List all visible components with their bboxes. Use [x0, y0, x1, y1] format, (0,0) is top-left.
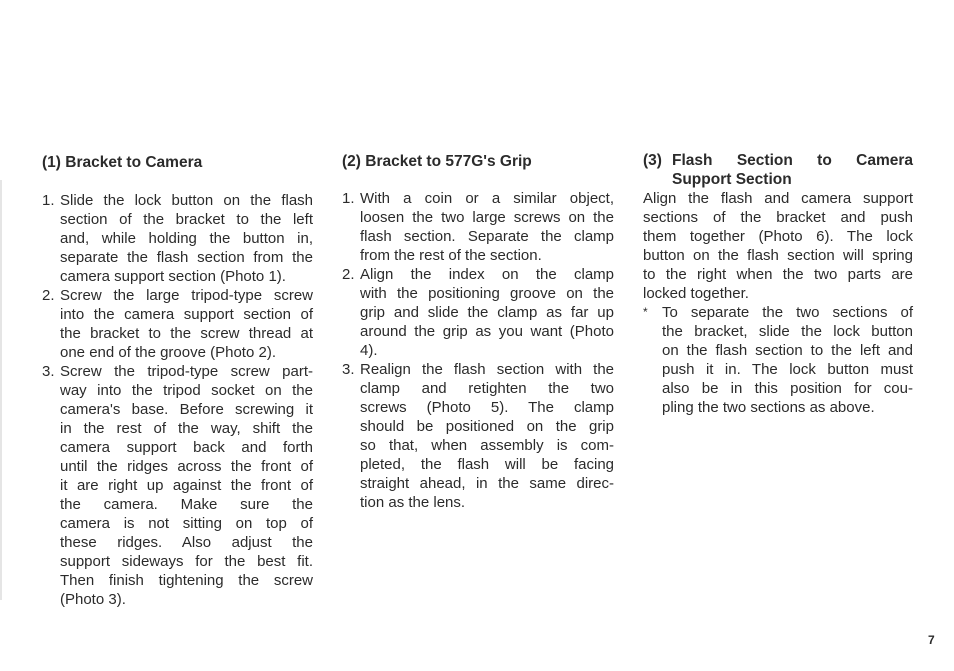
text-line: the bracket to the screw thread at [60, 325, 313, 342]
text-line: camera support back and forth [60, 439, 313, 456]
text-line: Realign the flash section with the [360, 361, 614, 378]
bullet-note [643, 303, 913, 417]
text-line: it are right up against the front of [60, 477, 313, 494]
section-heading: (1) Bracket to Camera [42, 154, 203, 171]
steps-list [342, 189, 614, 512]
text-line: (Photo 3). [60, 591, 126, 608]
text-line: Align the flash and camera support [643, 190, 913, 207]
text-line: section of the bracket to the left [60, 211, 313, 228]
list-item [342, 189, 614, 265]
text-line: from the rest of the section. [360, 247, 542, 264]
list-item [42, 191, 313, 286]
text-line: in the rest of the way, shift the [60, 420, 313, 437]
text-line: button on the flash section will spring [643, 247, 913, 264]
text-line: one end of the groove (Photo 2). [60, 344, 276, 361]
text-line: them together (Photo 6). The lock [643, 228, 913, 245]
column-flash-to-camera-support [643, 151, 913, 417]
bullet-icon: * [643, 305, 648, 319]
heading-line: Flash Section to Camera [672, 152, 913, 169]
text-line: so that, when assembly is com- [360, 437, 614, 454]
text-line: clamp and retighten the two [360, 380, 614, 397]
section-number: (3) [643, 152, 662, 169]
text-line: locked together. [643, 285, 749, 302]
list-item [342, 265, 614, 360]
text-line: 4). [360, 342, 378, 359]
list-item [42, 286, 313, 362]
text-line: on the flash section to the left and [662, 342, 913, 359]
page-edge [0, 180, 2, 600]
steps-list [42, 191, 313, 609]
page-number: 7 [928, 633, 935, 647]
text-line: with the positioning groove on the [360, 285, 614, 302]
text-line: With a coin or a similar object, [360, 190, 614, 207]
item-number: 1. [42, 192, 55, 209]
section-heading: (2) Bracket to 577G's Grip [342, 153, 532, 170]
text-line: separate the flash section from the [60, 249, 313, 266]
text-line: screws (Photo 5). The clamp [360, 399, 614, 416]
item-number: 2. [342, 266, 355, 283]
list-item [42, 362, 313, 609]
section-heading [643, 151, 913, 189]
text-line: To separate the two sections of [662, 304, 913, 321]
item-number: 2. [42, 287, 55, 304]
item-number: 1. [342, 190, 355, 207]
text-line: Align the index on the clamp [360, 266, 614, 283]
item-number: 3. [42, 363, 55, 380]
list-item [342, 360, 614, 512]
heading-line: Support Section [672, 171, 792, 188]
text-line: to the right when the two parts are [643, 266, 913, 283]
text-line: around the grip as you want (Photo [360, 323, 614, 340]
item-number: 3. [342, 361, 355, 378]
text-line: support sideways for the best fit. [60, 553, 313, 570]
text-line: the bracket, slide the lock button [662, 323, 913, 340]
text-line: and, while holding the button in, [60, 230, 313, 247]
column-bracket-to-grip [342, 152, 614, 512]
text-line: Screw the large tripod-type screw [60, 287, 313, 304]
text-line: until the ridges across the front of [60, 458, 313, 475]
text-line: Then finish tightening the screw [60, 572, 313, 589]
text-line: also be in this position for cou- [662, 380, 913, 397]
text-line: straight ahead, in the same direc- [360, 475, 614, 492]
text-line: sections of the bracket and push [643, 209, 913, 226]
section-paragraph [643, 189, 913, 303]
text-line: flash section. Separate the clamp [360, 228, 614, 245]
text-line: camera's base. Before screwing it [60, 401, 313, 418]
text-line: pleted, the flash will be facing [360, 456, 614, 473]
text-line: tion as the lens. [360, 494, 466, 511]
text-line: camera is not sitting on top of [60, 515, 313, 532]
text-line: Screw the tripod-type screw part- [60, 363, 313, 380]
text-line: these ridges. Also adjust the [60, 534, 313, 551]
text-line: loosen the two large screws on the [360, 209, 614, 226]
text-line: camera support section (Photo 1). [60, 268, 286, 285]
text-line: the camera. Make sure the [60, 496, 313, 513]
text-line: way into the tripod socket on the [60, 382, 313, 399]
text-line: should be positioned on the grip [360, 418, 614, 435]
text-line: push it in. The lock button must [662, 361, 913, 378]
text-line: Slide the lock button on the flash [60, 192, 313, 209]
text-line: grip and slide the clamp as far up [360, 304, 614, 321]
text-line: pling the two sections as above. [662, 399, 875, 416]
column-bracket-to-camera [42, 153, 313, 609]
text-line: into the camera support section of [60, 306, 313, 323]
